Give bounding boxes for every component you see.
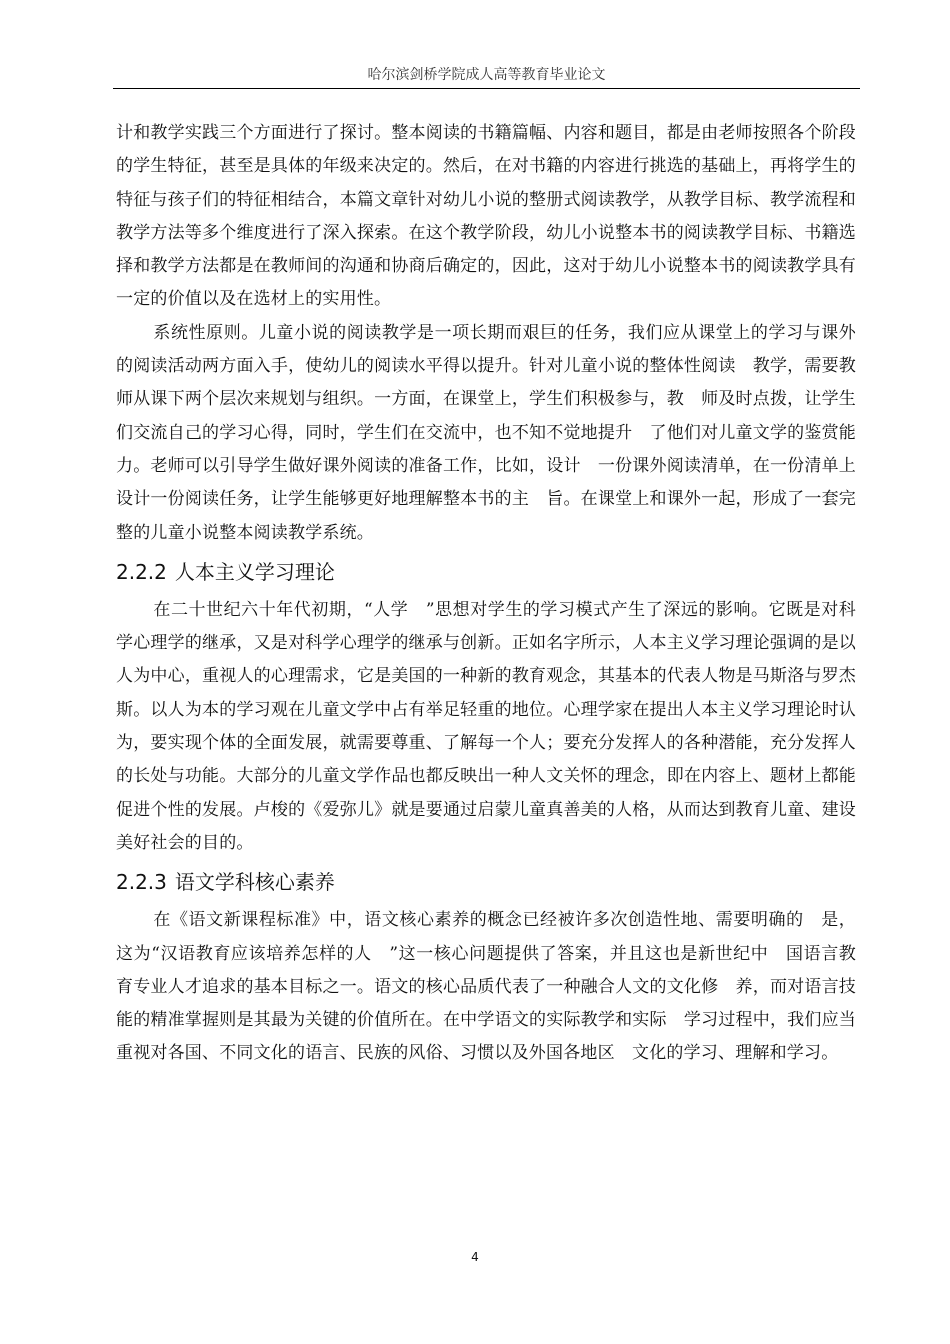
section-number: 2.2.2: [116, 559, 167, 584]
paragraph: 在《语文新课程标准》中，语文核心素养的概念已经被许多次创造性地、需要明确的 是，这为“汉语教育应该培养怎样的人 ”这一核心问题提供了答案，并且这也是新世纪中 国语言教育专业人才追求的基本目标之一。语文的核心品质代表了一种融合人文的文化修 养，而对语言技能的精准掌握则是其最为关键的价值所在。在中学语文的实际教学和实际 学习过程中，我们应当重视对各国、不同文化的语言、民族的风俗、习惯以及外国各地区 文化的学习、理解和学习。: [116, 910, 856, 1064]
header-divider: [113, 88, 860, 89]
paragraph: 系统性原则。儿童小说的阅读教学是一项长期而艰巨的任务，我们应从课堂上的学习与课外的阅读活动两方面入手，使幼儿的阅读水平得以提升。针对儿童小说的整体性阅读 教学，需要教师从课下两个层次来规划与组织。一方面，在课堂上，学生们积极参与，教 师及时点拨，让学生们交流自己的学习心得，同时，学生们在交流中，也不知不觉地提升 了他们对儿童文学的鉴赏能力。老师可以引导学生做好课外阅读的准备工作，比如，设计 一份课外阅读清单，在一份清单上设计一份阅读任务，让学生能够更好地理解整本书的主 旨。在课堂上和课外一起，形成了一套完整的儿童小说整本阅读教学系统。: [116, 322, 856, 543]
section-title: 人本主义学习理论: [174, 559, 335, 584]
page-number: 4: [471, 1250, 479, 1264]
paragraph: 在二十世纪六十年代初期，“人学 ”思想对学生的学习模式产生了深远的影响。它既是对科学心理学的继承，又是对科学心理学的继承与创新。正如名字所示，人本主义学习理论强调的是以人为中心，重视人的心理需求，它是美国的一种新的教育观念，其基本的代表人物是马斯洛与罗杰斯。以人为本的学习观在儿童文学中占有举足轻重的地位。心理学家在提出人本主义学习理论时认为，要实现个体的全面发展，就需要尊重、了解每一个人；要充分发挥人的各种潜能，充分发挥人的长处与功能。大部分的儿童文学作品也都反映出一种人文关怀的理念，即在内容上、题材上都能促进个性的发展。卢梭的《爱弥儿》就是要通过启蒙儿童真善美的人格，从而达到教育儿童、建设美好社会的目的。: [116, 599, 856, 853]
paragraph: 计和教学实践三个方面进行了探讨。整本阅读的书籍篇幅、内容和题目，都是由老师按照各个阶段的学生特征，甚至是具体的年级来决定的。然后，在对书籍的内容进行挑选的基础上，再将学生的特征与孩子们的特征相结合，本篇文章针对幼儿小说的整册式阅读教学，从教学目标、教学流程和教学方法等多个维度进行了深入探索。在这个教学阶段，幼儿小说整本书的阅读教学目标、书籍选择和教学方法都是在教师间的沟通和协商后确定的，因此，这对于幼儿小说整本书的阅读教学具有一定的价值以及在选材上的实用性。: [116, 123, 856, 310]
section-title: 语文学科核心素养: [174, 870, 335, 895]
document-body: [116, 117, 856, 1071]
page-header: 哈尔滨剑桥学院成人高等教育毕业论文: [367, 67, 606, 83]
section-heading-2-2-2: [116, 558, 856, 586]
section-heading-2-2-3: [116, 868, 856, 896]
section-number: 2.2.3: [116, 870, 167, 895]
